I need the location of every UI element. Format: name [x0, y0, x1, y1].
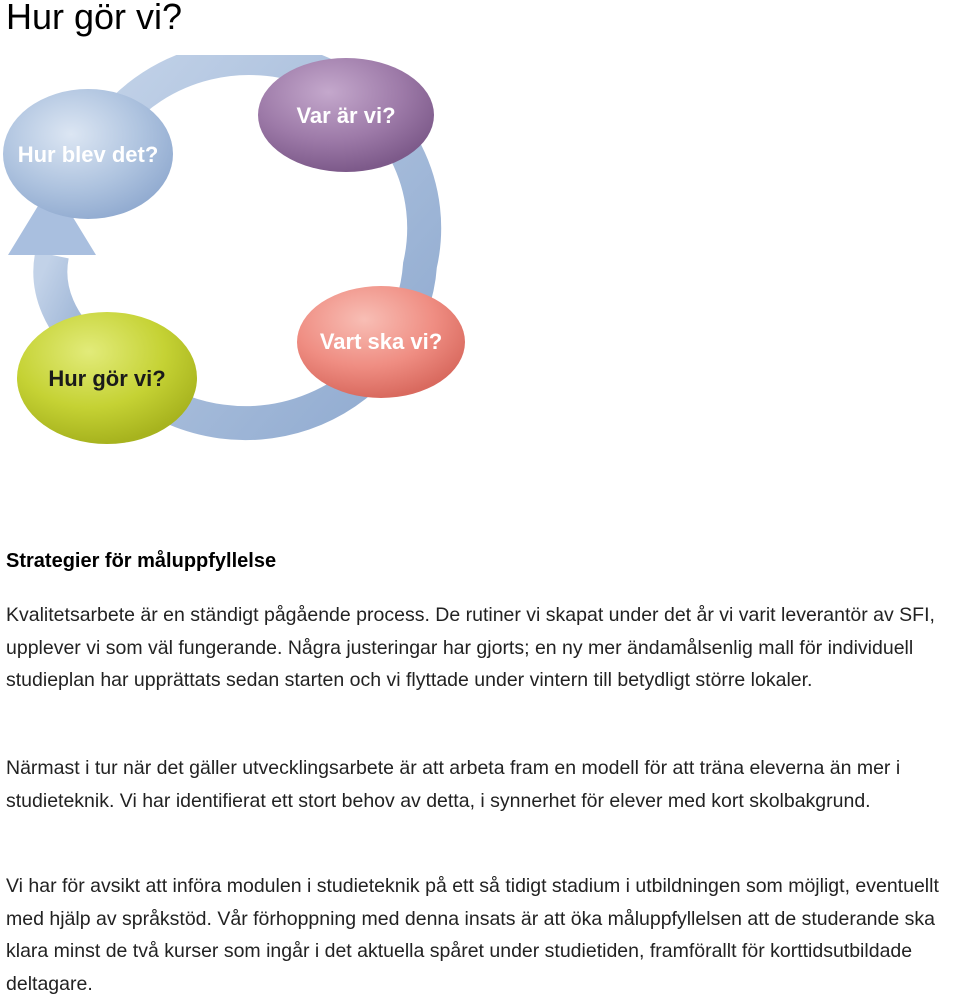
node-hur-gor-vi	[17, 312, 197, 444]
node-label-hur-gor-vi: Hur gör vi?	[48, 366, 166, 391]
paragraph-1: Kvalitetsarbete är en ständigt pågående process. De rutiner vi skapat under det år vi varit leverantör av SFI, upplever vi som väl fungerande. Några justeringar har gjorts; en ny mer ändamålsenlig mall för individuell studieplan har upprättats sedan starten och vi flyttade under vintern till betydligt större lokaler.	[6, 604, 935, 691]
paragraph-3: Vi har för avsikt att införa modulen i studieteknik på ett så tidigt stadium i utbildningen som möjligt, eventuellt med hjälp av språkstöd. Vår förhoppning med denna insats är att öka måluppfyllelsen att de studerande ska klara minst de två kurser som ingår i det aktuella spåret under studietiden, framförallt för korttidsutbildade deltagare.	[6, 875, 939, 995]
node-label-vart-ska-vi: Vart ska vi?	[319, 329, 443, 354]
node-var-ar-vi	[258, 58, 434, 172]
section-heading: Strategier för måluppfyllelse	[6, 550, 277, 572]
page-title: Hur gör vi?	[6, 0, 183, 37]
node-hur-blev-det	[3, 89, 173, 219]
node-label-var-ar-vi: Var är vi?	[296, 103, 396, 128]
node-vart-ska-vi	[297, 286, 465, 398]
paragraph-2: Närmast i tur när det gäller utvecklingsarbete är att arbeta fram en modell för att träna eleverna än mer i studieteknik. Vi har identifierat ett stort behov av detta, i synnerhet för elever med kort skolbakgrund.	[6, 757, 901, 812]
node-label-hur-blev-det: Hur blev det?	[17, 142, 159, 167]
cycle-diagram	[0, 55, 480, 470]
